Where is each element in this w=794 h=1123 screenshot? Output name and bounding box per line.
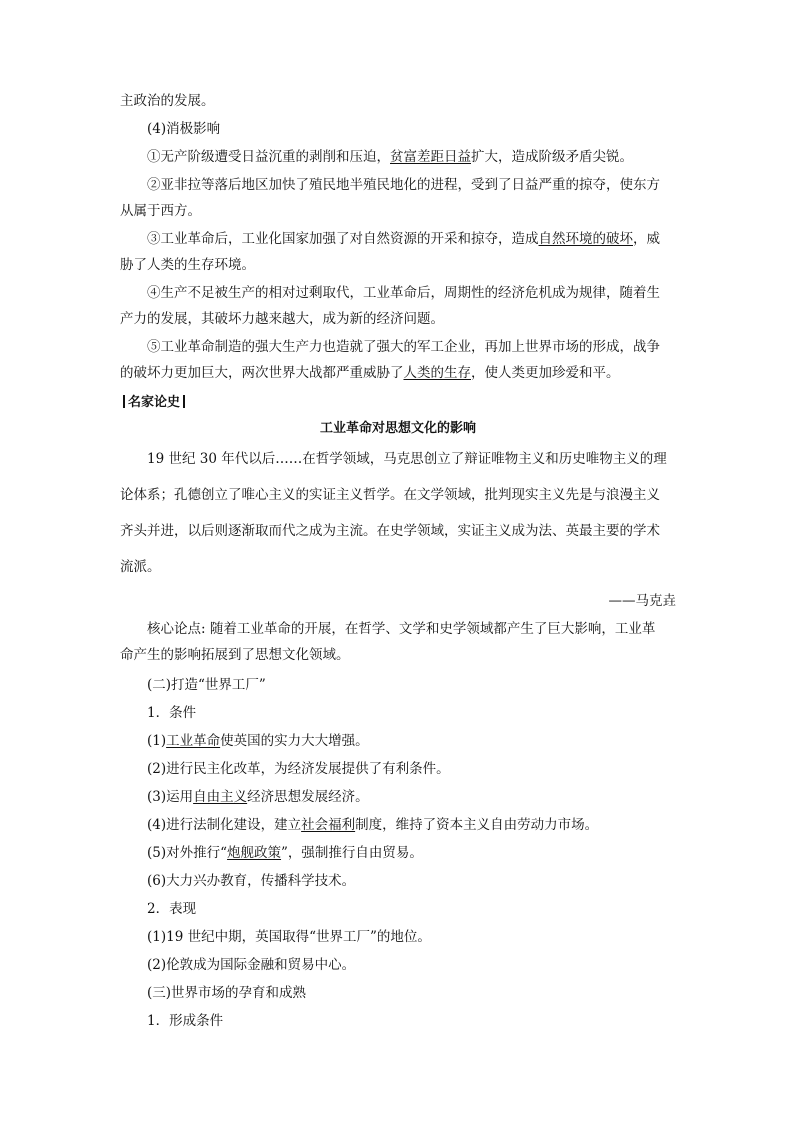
subheading-conditions: 1．条件 <box>147 705 197 721</box>
text-span: 使英国的实力大大增强。 <box>220 733 369 749</box>
underlined-text: 工业革命 <box>166 733 221 749</box>
quote-author: ——马克垚 <box>608 593 676 609</box>
list-item: (6)大力兴办教育，传播科学技术。 <box>147 873 356 889</box>
text-span: 制度，维持了资本主义自由劳动力市场。 <box>355 817 599 833</box>
text-span: 的破坏力更加巨大，两次世界大战都严重威胁了 <box>120 365 404 381</box>
section-heading: (三)世界市场的孕育和成熟 <box>147 985 307 1001</box>
text-span: ①无产阶级遭受日益沉重的剥削和压迫， <box>147 149 390 165</box>
underlined-text: 人类的生存 <box>403 365 471 381</box>
text-span: (1) <box>147 733 167 749</box>
text-span: (3)运用 <box>147 789 194 805</box>
list-item: (2)进行民主化改革，为经济发展提供了有利条件。 <box>147 761 450 777</box>
list-item <box>147 844 423 862</box>
text-span: ③工业革命后，工业化国家加强了对自然资源的开采和掠夺，造成 <box>147 231 539 247</box>
paragraph-line: ②亚非拉等落后地区加快了殖民地半殖民地化的进程，受到了日益严重的掠夺，使东方 <box>147 177 660 193</box>
subheading-formation-conditions: 1．形成条件 <box>147 1013 224 1029</box>
list-item: (2)伦敦成为国际金融和贸易中心。 <box>147 957 356 973</box>
tag-bar-right <box>183 395 185 408</box>
paragraph-line: ④生产不足被生产的相对过剩取代，工业革命后，周期性的经济危机成为规律，随着生 <box>147 285 660 301</box>
paragraph-line <box>120 364 620 382</box>
quote-line: 论体系；孔德创立了唯心主义的实证主义哲学。在文学领域，批判现实主义先是与浪漫主义 <box>120 487 660 503</box>
subheading-manifestation: 2．表现 <box>147 901 197 917</box>
paragraph-line: 主政治的发展。 <box>120 93 215 109</box>
text-span: 经济思想发展经济。 <box>247 789 369 805</box>
subheading-negative-impact: (4)消极影响 <box>147 121 221 137</box>
list-item <box>147 732 369 750</box>
underlined-text: 自然环境的破坏 <box>538 231 633 247</box>
paragraph-line: 产力的发展，其破坏力越来越大，成为新的经济问题。 <box>120 311 444 327</box>
quote-line: 19 世纪 30 年代以后……在哲学领域，马克思创立了辩证唯物主义和历史唯物主义的理 <box>147 451 667 467</box>
core-argument-line: 核心论点: 随着工业革命的开展，在哲学、文学和史学领域都产生了巨大影响，工业革 <box>147 621 656 637</box>
section-tag-label: 名家论史 <box>128 395 181 410</box>
text-span: 扩大，造成阶级矛盾尖锐。 <box>471 149 633 165</box>
core-argument-line: 命产生的影响拓展到了思想文化领域。 <box>120 647 350 663</box>
list-item <box>147 788 369 806</box>
text-span: ，威 <box>633 231 660 247</box>
paragraph-line: ⑤工业革命制造的强大生产力也造就了强大的军工企业，再加上世界市场的形成，战争 <box>147 339 660 355</box>
text-span: (4)进行法制化建设，建立 <box>147 817 302 833</box>
section-heading: (二)打造“世界工厂” <box>147 677 266 693</box>
paragraph-line: 从属于西方。 <box>120 203 201 219</box>
underlined-text: 自由主义 <box>193 789 248 805</box>
section-tag <box>120 394 188 412</box>
quote-line: 齐头并进，以后则逐渐取而代之成为主流。在史学领域，实证主义成为法、英最主要的学术 <box>120 523 660 539</box>
tag-bar-left <box>123 395 125 408</box>
quote-line: 流派。 <box>120 559 161 575</box>
text-span: ，使人类更加珍爱和平。 <box>471 365 620 381</box>
quote-title: 工业革命对思想文化的影响 <box>319 421 476 436</box>
text-span: (5)对外推行“ <box>147 845 228 861</box>
paragraph-line: 胁了人类的生存环境。 <box>120 257 255 273</box>
paragraph-line <box>147 148 633 166</box>
list-item <box>147 816 598 834</box>
underlined-text: 贫富差距日益 <box>390 149 471 165</box>
text-span: ”，强制推行自由贸易。 <box>281 845 423 861</box>
underlined-text: 社会福利 <box>301 817 356 833</box>
underlined-text: 炮舰政策 <box>227 845 282 861</box>
paragraph-line <box>147 230 660 248</box>
list-item: (1)19 世纪中期，英国取得“世界工厂”的地位。 <box>147 929 431 945</box>
